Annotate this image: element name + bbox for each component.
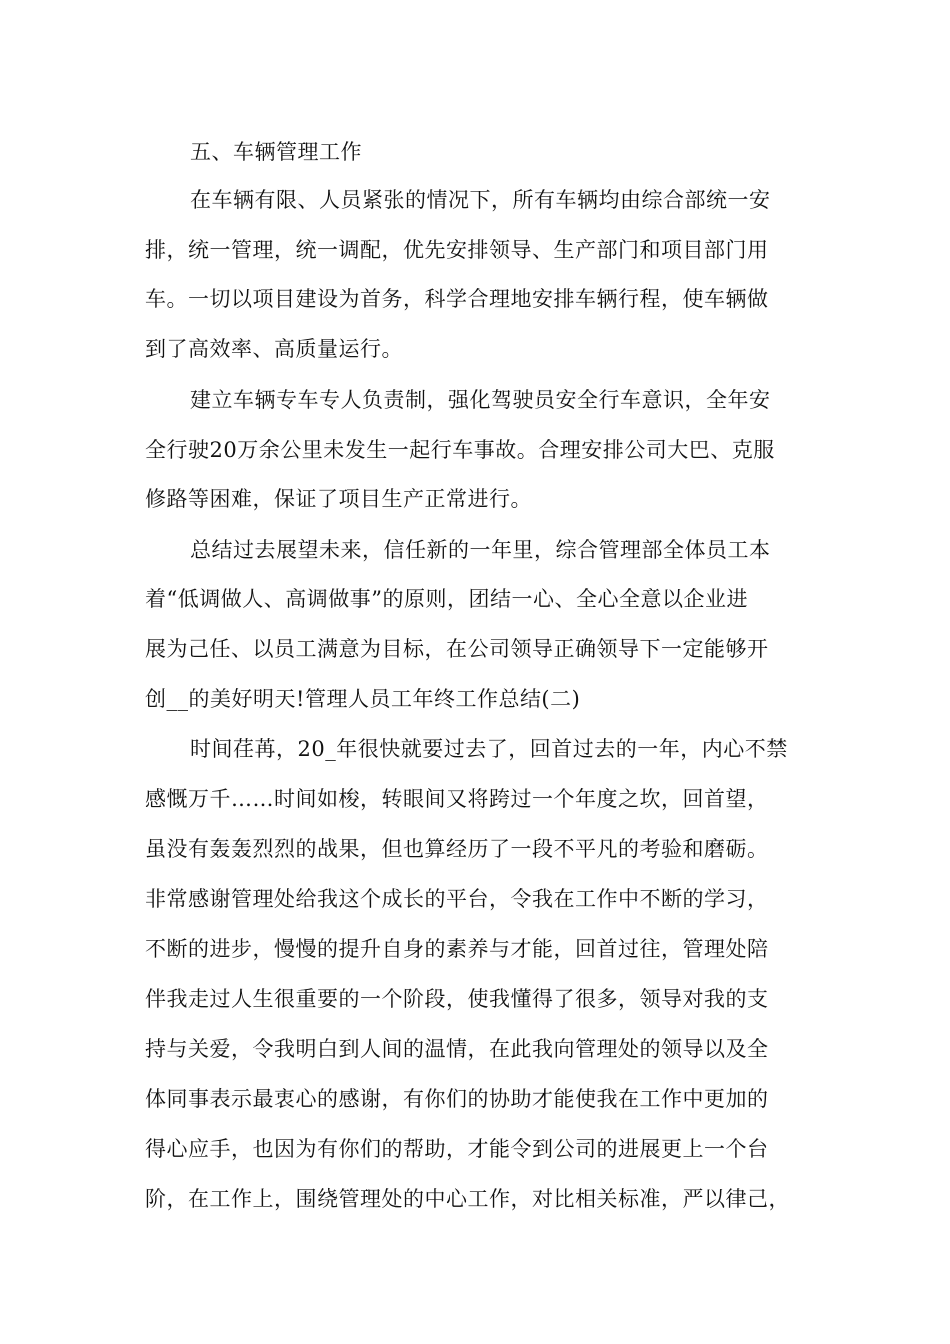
text-line: 阶，在工作上，围绕管理处的中心工作，对比相关标准，严以律己， (145, 1187, 790, 1211)
text-line: 伴我走过人生很重要的一个阶段，使我懂得了很多，领导对我的支 (145, 987, 769, 1011)
text-line: 展为己任、以员工满意为目标，在公司领导正确领导下一定能够开 (145, 637, 769, 661)
text-line: 在车辆有限、人员紧张的情况下，所有车辆均由综合部统一安 (190, 188, 771, 212)
text-line: 持与关爱，令我明白到人间的温情，在此我向管理处的领导以及全 (145, 1037, 769, 1061)
text-line: 排，统一管理，统一调配，优先安排领导、生产部门和项目部门用 (145, 238, 769, 262)
text-line: 修路等困难，保证了项目生产正常进行。 (145, 487, 532, 511)
text-line: 着“低调做人、高调做事”的原则，团结一心、全心全意以企业进 (145, 587, 748, 611)
text-line: 到了高效率、高质量运行。 (145, 337, 403, 361)
text-line: 非常感谢管理处给我这个成长的平台，令我在工作中不断的学习， (145, 887, 769, 911)
text-line: 车。一切以项目建设为首务，科学合理地安排车辆行程，使车辆做 (145, 287, 769, 311)
text-line: 体同事表示最衷心的感谢，有你们的协助才能使我在工作中更加的 (145, 1087, 769, 1111)
text-line: 总结过去展望未来，信任新的一年里，综合管理部全体员工本 (190, 538, 771, 562)
text-line: 全行驶20万余公里未发生一起行车事故。合理安排公司大巴、克服 (145, 438, 775, 462)
text-line: 不断的进步，慢慢的提升自身的素养与才能，回首过往，管理处陪 (145, 937, 769, 961)
section-heading: 五、车辆管理工作 (190, 140, 362, 164)
text-line: 感慨万千……时间如梭，转眼间又将跨过一个年度之坎，回首望， (145, 787, 769, 811)
text-line: 创__的美好明天!管理人员工年终工作总结(二) (145, 687, 581, 711)
text-line: 时间荏苒，20_年很快就要过去了，回首过去的一年，内心不禁 (190, 737, 788, 761)
text-line: 建立车辆专车专人负责制，强化驾驶员安全行车意识，全年安 (190, 388, 771, 412)
text-line: 虽没有轰轰烈烈的战果，但也算经历了一段不平凡的考验和磨砺。 (145, 837, 769, 861)
text-line: 得心应手，也因为有你们的帮助，才能令到公司的进展更上一个台 (145, 1137, 769, 1161)
